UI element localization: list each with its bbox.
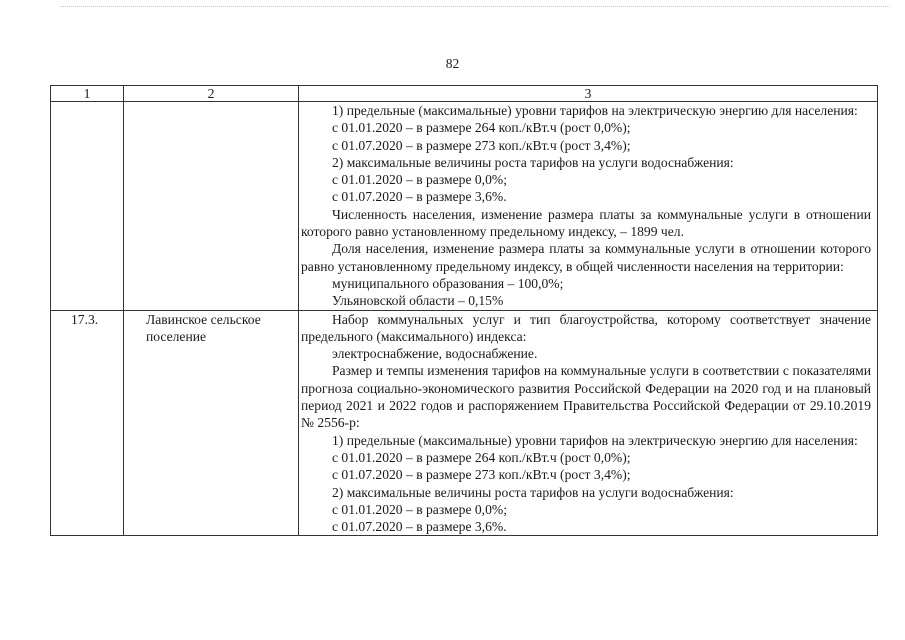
paragraph: муниципального образования – 100,0%; xyxy=(332,275,564,291)
page-number: 82 xyxy=(445,56,460,71)
paragraph: электроснабжение, водоснабжение. xyxy=(332,346,538,362)
paragraph: Набор коммунальных услуг и тип благоустройства, которому соответствует значение предельного (максимального) индекса: xyxy=(301,311,871,344)
column-header-1: 1 xyxy=(51,86,124,102)
paragraph: Ульяновской области – 0,15% xyxy=(332,293,504,309)
paragraph: 2) максимальные величины роста тарифов на услуги водоснабжения: xyxy=(332,484,734,500)
paragraph: с 01.01.2020 – в размере 264 коп./кВт.ч (рост 0,0%); xyxy=(332,120,631,136)
scan-edge-noise xyxy=(60,6,890,11)
paragraph: с 01.01.2020 – в размере 0,0%; xyxy=(332,172,507,188)
document-table xyxy=(50,85,878,536)
settlement-name-cell xyxy=(124,310,299,536)
paragraph: с 01.07.2020 – в размере 273 коп./кВт.ч (рост 3,4%); xyxy=(332,467,631,483)
row-number: 17.3. xyxy=(71,311,99,327)
description-cell xyxy=(299,310,878,536)
row-number-cell xyxy=(51,310,124,536)
paragraph: 1) предельные (максимальные) уровни тарифов на электрическую энергию для населения: xyxy=(332,103,858,118)
paragraph: 2) максимальные величины роста тарифов на услуги водоснабжения: xyxy=(332,154,734,170)
paragraph: с 01.01.2020 – в размере 264 коп./кВт.ч (рост 0,0%); xyxy=(332,449,631,465)
row-number-cell xyxy=(51,102,124,311)
column-header-2: 2 xyxy=(124,86,299,102)
paragraph: Доля населения, изменение размера платы за коммунальные услуги в отношении которого равно установленному предельному индексу, в общей численности населения на территории: xyxy=(301,241,871,274)
settlement-name-cell xyxy=(124,102,299,311)
paragraph: с 01.07.2020 – в размере 3,6%. xyxy=(332,519,507,535)
paragraph: Размер и темпы изменения тарифов на коммунальные услуги в соответствии с показателями прогноза социально-экономического развития Российской Федерации на 2020 год и на плановый период 2021 и 2022 годов и распоряжением Правительства Российской Федерации от 29.10.2019 № 2556-р: xyxy=(301,363,871,431)
table-row xyxy=(51,310,878,536)
table-row xyxy=(51,102,878,311)
column-header-3: 3 xyxy=(299,86,878,102)
paragraph: 1) предельные (максимальные) уровни тарифов на электрическую энергию для населения: xyxy=(332,432,858,448)
description-cell xyxy=(299,102,878,311)
paragraph: с 01.07.2020 – в размере 273 коп./кВт.ч (рост 3,4%); xyxy=(332,137,631,153)
table-header-row xyxy=(51,86,878,102)
settlement-name: Лавинское сельское поселение xyxy=(146,311,261,344)
paragraph: с 01.07.2020 – в размере 3,6%. xyxy=(332,189,507,205)
paragraph: Численность населения, изменение размера платы за коммунальные услуги в отношении которого равно установленному предельному индексу, – 1899 чел. xyxy=(301,206,871,240)
paragraph: с 01.01.2020 – в размере 0,0%; xyxy=(332,501,507,517)
